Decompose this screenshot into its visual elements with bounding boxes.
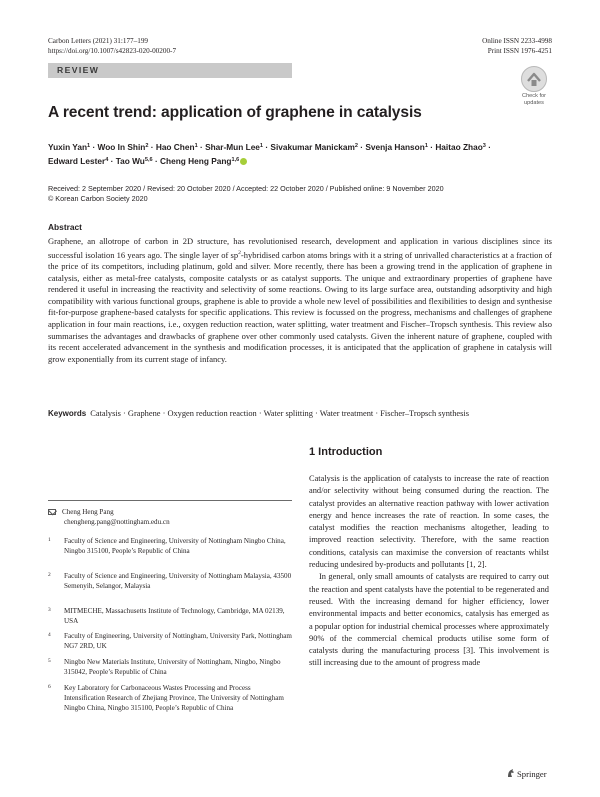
check-for-updates-line2: updates	[524, 99, 544, 106]
check-for-updates-badge[interactable]	[516, 66, 552, 106]
publisher-logo	[507, 768, 547, 779]
abstract-text: Graphene, an allotrope of carbon in 2D structure, has revolutionised research, development and application in various disciplines since its successful isolation 16 years ago. The single layer of $sp^2$-hybridised carbon atoms brings with it a string of unrivalled characteristics at a fraction of the price of its competitors, including platinum, gold and silver. More recently, there has been a growing trend in the application of graphene in catalysis, either as metal-free catalysts, composite catalysts or as catalyst supports. The unique and extraordinary properties of graphene have rendered it useful in increasing the reactivity and selectivity of some reactions. Owing to its large surface area, outstanding adsorptivity and high compatibility with various functional groups, graphene is able to provide a whole new level of possibilities and flexibilities to design and synthesise fit-for-purpose graphene-based catalysts for specific applications. This review is focussed on the progress, mechanisms and challenges of graphene application in four main reactions, i.e., oxygen reduction reaction, water splitting, water treatment and Fischer–Tropsch synthesis. This review also summarises the advantages and drawbacks of graphene over other commonly used catalysts. Given the inherent nature of graphene, coupled with its recent accelerated advancement in the synthesis and modification processes, it is anticipated that the application of graphene in catalysis will grow exponentially from its current stage of infancy.	[48, 236, 552, 364]
author[interactable]: Edward Lester$^4$	[48, 156, 109, 166]
corresponding-author	[48, 507, 292, 527]
article-history	[48, 184, 444, 204]
running-header-right	[482, 36, 552, 56]
author[interactable]: Hao Chen$^1$	[155, 142, 198, 152]
running-header-left	[48, 36, 176, 56]
author[interactable]: Tao Wu$^{5,6}$	[115, 156, 153, 166]
article-title: A recent trend: application of graphene in catalysis	[48, 104, 422, 121]
check-for-updates-line1: Check for	[522, 93, 546, 99]
article-type-label: REVIEW	[57, 65, 100, 75]
paragraph: Catalysis is the application of catalysts to increase the rate of reaction and/or selectivity without being consumed during the reaction. The catalyst provides an alternative reaction pathway with lower activation energy and hence increases the rate of reaction. In some cases, the catalyst modifies the reaction mechanisms altogether, leading to improved reaction selectivity. Therefore, with the same reaction conditions, catalysis can maximise the conversion of reactants whilst reducing undesired by-products and pollutants [1, 2].	[309, 474, 549, 570]
footnote-divider	[48, 500, 292, 501]
author[interactable]: Haitao Zhao$^3$	[435, 142, 486, 152]
paragraph: In general, only small amounts of catalysts are required to carry out the reaction and spent catalysts have the potential to be regenerated and reused. With the increasing demand for higher efficiency, lower environmental impacts and better economics, catalysis has emerged as a popular option for industrial chemical processes where approximately 90% of the commercial chemical products utilise some form of catalysts during the manufacturing process [3]. This involvement is still increasing due to the amount of progress made	[309, 572, 550, 668]
affiliation: 5 Ningbo New Materials Institute, University of Nottingham, Ningbo, Ningbo 315042, People’s Republic of China	[48, 658, 281, 676]
envelope-icon	[48, 509, 56, 515]
article-type-band	[48, 63, 292, 78]
affiliation: 3 MITMECHE, Massachusetts Institute of Technology, Cambridge, MA 02139, USA	[48, 607, 285, 625]
keywords-label: Keywords	[48, 409, 87, 418]
affiliation: 4 Faculty of Engineering, University of Nottingham, University Park, Nottingham NG7 2RD, UK	[48, 632, 292, 650]
author[interactable]: Sivakumar Manickam$^2$	[270, 142, 358, 152]
copyright-line: © Korean Carbon Society 2020	[48, 194, 148, 203]
abstract-heading: Abstract	[48, 222, 82, 232]
print-issn: Print ISSN 1976-4251	[487, 47, 552, 55]
author-list: Yuxin Yan$^1$ · Woo In Shin$^2$ · Hao Chen$^1$ · Shar‑Mun Lee$^1$ · Sivakumar Manickam$^2$ · Svenja Hanson$^1$ · Haitao Zhao$^3$ · Edward Lester$^4$ · Tao Wu$^{5,6}$ · Cheng Heng Pang$^{1,6}$	[48, 142, 491, 166]
author[interactable]: Shar‑Mun Lee$^1$	[205, 142, 264, 152]
keywords-list: Catalysis · Graphene · Oxygen reduction reaction · Water splitting · Water treatment · Fischer–Tropsch synthesis	[90, 409, 469, 418]
introduction-text	[309, 473, 549, 670]
doi-link[interactable]: https://doi.org/10.1007/s42823-020-00200-7	[48, 47, 177, 55]
section-heading-introduction: 1 Introduction	[309, 446, 383, 458]
affiliation: 2 Faculty of Science and Engineering, University of Nottingham Malaysia, 43500 Semenyih, Selangor, Malaysia	[48, 572, 292, 590]
affiliation: 1 Faculty of Science and Engineering, University of Nottingham Ningbo China, Ningbo 315100, People’s Republic of China	[48, 537, 286, 555]
online-issn: Online ISSN 2233-4998	[482, 37, 552, 45]
keywords	[48, 408, 558, 419]
author[interactable]: Cheng Heng Pang$^{1,6}$	[160, 156, 240, 166]
corresponding-author-name: Cheng Heng Pang	[62, 508, 114, 516]
journal-citation: Carbon Letters (2021) 31:177–199	[48, 37, 149, 45]
author[interactable]: Yuxin Yan$^1$	[48, 142, 91, 152]
orcid-icon[interactable]	[240, 158, 247, 165]
affiliation: 6 Key Laboratory for Carbonaceous Wastes Processing and Process Intensification Research of Zhejiang Province, The University of Nottingham Ningbo China, Ningbo 315100, People’s Republic of China	[48, 684, 284, 712]
history-dates: Received: 2 September 2020 / Revised: 20 October 2020 / Accepted: 22 October 2020 / Published online: 9 November 2020	[48, 184, 444, 193]
springer-horse-icon	[507, 768, 515, 778]
author[interactable]: Svenja Hanson$^1$	[365, 142, 428, 152]
check-for-updates-icon	[521, 66, 547, 92]
author[interactable]: Woo In Shin$^2$	[97, 142, 149, 152]
publisher-name: Springer	[517, 769, 547, 779]
corresponding-author-email[interactable]: chengheng.pang@nottingham.edu.cn	[64, 518, 170, 526]
